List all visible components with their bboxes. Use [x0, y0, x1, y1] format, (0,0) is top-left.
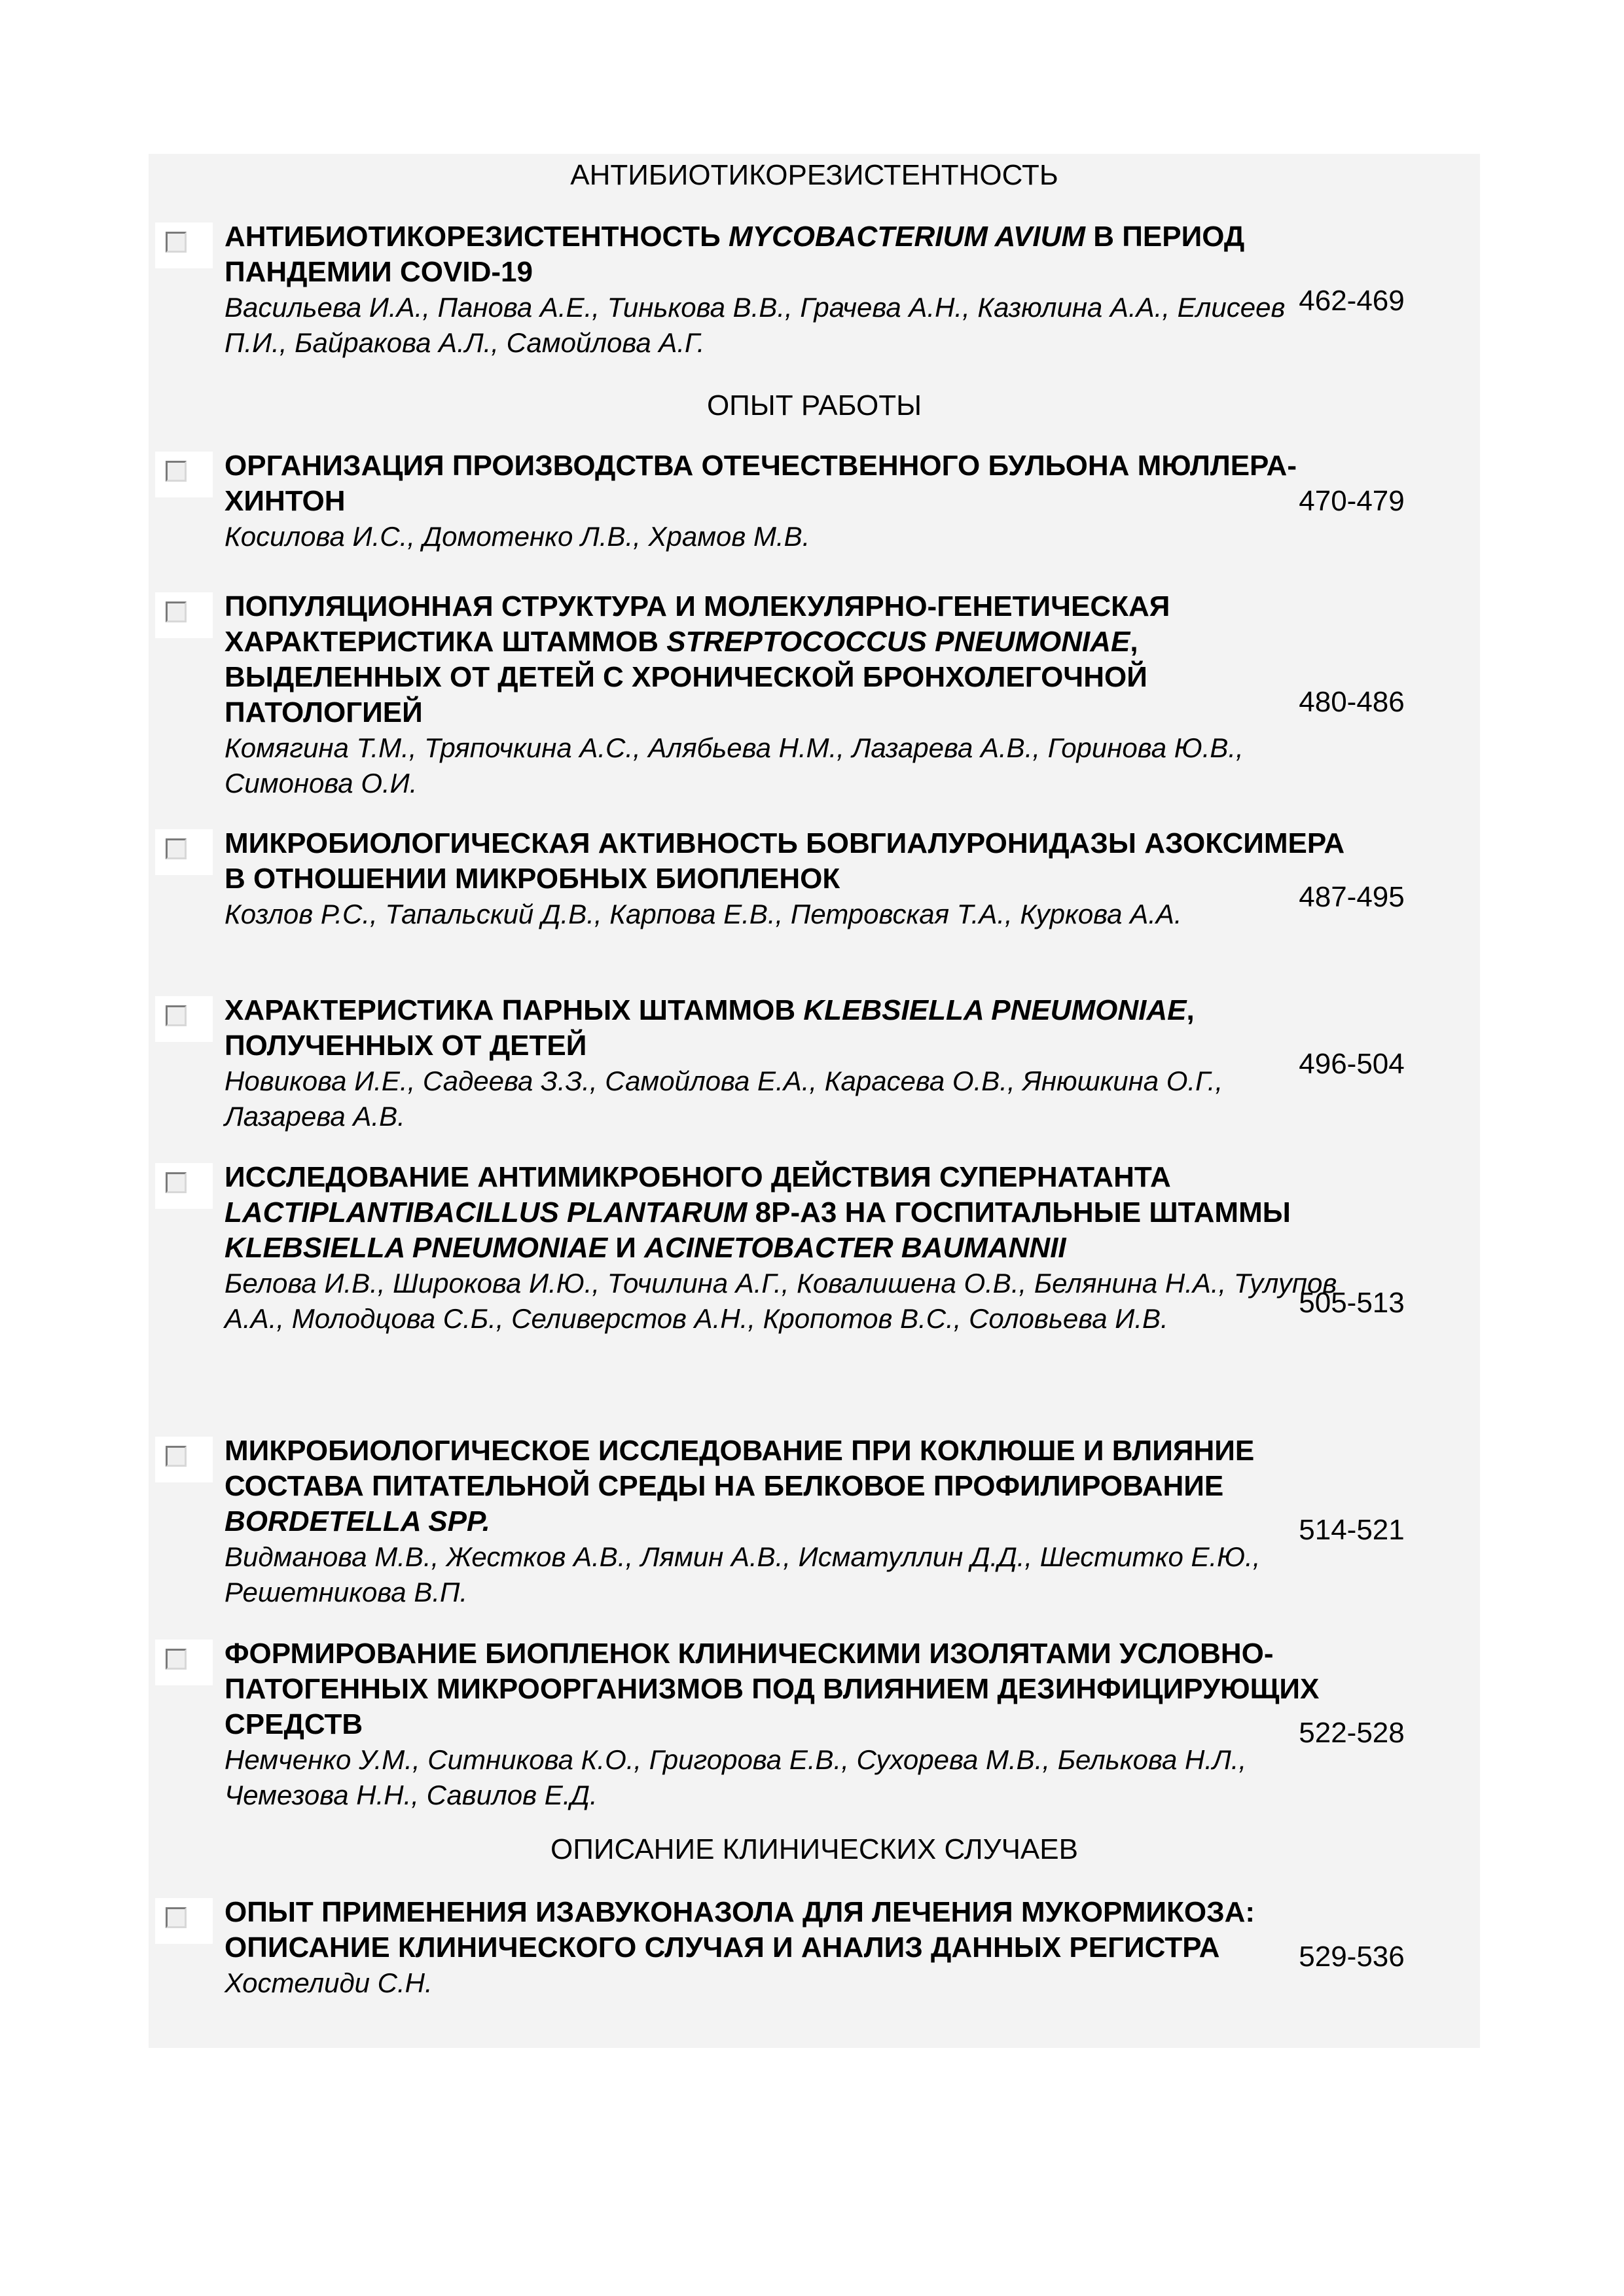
- article-title[interactable]: ОРГАНИЗАЦИЯ ПРОИЗВОДСТВА ОТЕЧЕСТВЕННОГО БУЛЬОНА МЮЛЛЕРА-ХИНТОН: [225, 450, 1297, 517]
- article-checkbox[interactable]: [155, 1437, 213, 1482]
- article-authors: Белова И.В., Широкова И.Ю., Точилина А.Г., Ковалишена О.В., Белянина Н.А., Тулупов А.А., Молодцова С.Б., Селиверстов А.Н., Кропотов В.С., Соловьева И.В.: [225, 1268, 1337, 1334]
- article-checkbox[interactable]: [155, 452, 213, 497]
- checkbox-icon: [166, 1446, 187, 1467]
- article-pages: 480-486: [1299, 686, 1405, 718]
- checkbox-icon: [166, 1005, 187, 1026]
- checkbox-icon: [166, 838, 187, 859]
- article-authors: Комягина Т.М., Тряпочкина А.С., Алябьева Н.М., Лазарева А.В., Горинова Ю.В., Симонова О.И.: [225, 732, 1244, 798]
- article-authors: Хостелиди С.Н.: [225, 1967, 433, 1998]
- article-checkbox[interactable]: [155, 1640, 213, 1685]
- article-pages: 522-528: [1299, 1717, 1405, 1749]
- article-authors: Васильева И.А., Панова А.Е., Тинькова В.В., Грачева А.Н., Казюлина А.А., Елисеев П.И., Байракова А.Л., Самойлова А.Г.: [225, 292, 1286, 358]
- checkbox-icon: [166, 601, 187, 622]
- article-authors: Немченко У.М., Ситникова К.О., Григорова Е.В., Сухорева М.В., Белькова Н.Л., Чемезова Н.Н., Савилов Е.Д.: [225, 1744, 1247, 1810]
- section-heading: ОПИСАНИЕ КЛИНИЧЕСКИХ СЛУЧАЕВ: [550, 1833, 1078, 1865]
- article-pages: 496-504: [1299, 1048, 1405, 1080]
- article-authors: Видманова М.В., Жестков А.В., Лямин А.В., Исматуллин Д.Д., Шеститко Е.Ю., Решетникова В.П.: [225, 1541, 1261, 1607]
- article-authors: Новикова И.Е., Садеева З.З., Самойлова Е.А., Карасева О.В., Янюшкина О.Г., Лазарева А.В.: [225, 1066, 1223, 1132]
- article-pages: 505-513: [1299, 1287, 1405, 1319]
- article-pages: 529-536: [1299, 1941, 1405, 1973]
- checkbox-icon: [166, 1907, 187, 1928]
- checkbox-icon: [166, 1649, 187, 1670]
- article-title[interactable]: ФОРМИРОВАНИЕ БИОПЛЕНОК КЛИНИЧЕСКИМИ ИЗОЛЯТАМИ УСЛОВНО-ПАТОГЕННЫХ МИКРООРГАНИЗМОВ ПОД ВЛИЯНИЕМ ДЕЗИНФИЦИРУЮЩИХ СРЕДСТВ: [225, 1638, 1320, 1740]
- article-title[interactable]: ИССЛЕДОВАНИЕ АНТИМИКРОБНОГО ДЕЙСТВИЯ СУПЕРНАТАНТА LACTIPLANTIBACILLUS PLANTARUM 8Р-А3 НА ГОСПИТАЛЬНЫЕ ШТАММЫ KLEBSIELLA PNEUMONIAE И ACINETOBACTER BAUMANNII: [225, 1161, 1291, 1264]
- article-checkbox[interactable]: [155, 223, 213, 268]
- article-pages: 514-521: [1299, 1514, 1405, 1546]
- article-checkbox[interactable]: [155, 829, 213, 875]
- table-of-contents: [149, 154, 1480, 2048]
- article-title[interactable]: МИКРОБИОЛОГИЧЕСКАЯ АКТИВНОСТЬ БОВГИАЛУРОНИДАЗЫ АЗОКСИМЕРА В ОТНОШЕНИИ МИКРОБНЫХ БИОПЛЕНОК: [225, 827, 1345, 895]
- article-checkbox[interactable]: [155, 1898, 213, 1944]
- article-title[interactable]: ОПЫТ ПРИМЕНЕНИЯ ИЗАВУКОНАЗОЛА ДЛЯ ЛЕЧЕНИЯ МУКОРМИКОЗА: ОПИСАНИЕ КЛИНИЧЕСКОГО СЛУЧАЯ И АНАЛИЗ ДАННЫХ РЕГИСТРА: [225, 1896, 1255, 1964]
- article-authors: Козлов Р.С., Тапальский Д.В., Карпова Е.В., Петровская Т.А., Куркова А.А.: [225, 899, 1182, 929]
- article-pages: 470-479: [1299, 485, 1405, 517]
- article-checkbox[interactable]: [155, 592, 213, 638]
- article-authors: Косилова И.С., Домотенко Л.В., Храмов М.В.: [225, 521, 810, 552]
- section-heading: АНТИБИОТИКОРЕЗИСТЕНТНОСТЬ: [570, 159, 1058, 191]
- article-title[interactable]: ХАРАКТЕРИСТИКА ПАРНЫХ ШТАММОВ KLEBSIELLA PNEUMONIAE, ПОЛУЧЕННЫХ ОТ ДЕТЕЙ: [225, 994, 1195, 1062]
- section-heading: ОПЫТ РАБОТЫ: [706, 389, 922, 422]
- article-title[interactable]: АНТИБИОТИКОРЕЗИСТЕНТНОСТЬ MYCOBACTERIUM AVIUM В ПЕРИОД ПАНДЕМИИ COVID-19: [225, 221, 1245, 288]
- article-title[interactable]: МИКРОБИОЛОГИЧЕСКОЕ ИССЛЕДОВАНИЕ ПРИ КОКЛЮШЕ И ВЛИЯНИЕ СОСТАВА ПИТАТЕЛЬНОЙ СРЕДЫ НА БЕЛКОВОЕ ПРОФИЛИРОВАНИЕ BORDETELLA SPP.: [225, 1435, 1255, 1537]
- article-checkbox[interactable]: [155, 1163, 213, 1209]
- article-pages: 487-495: [1299, 881, 1405, 913]
- checkbox-icon: [166, 1172, 187, 1193]
- checkbox-icon: [166, 461, 187, 482]
- article-pages: 462-469: [1299, 285, 1405, 317]
- checkbox-icon: [166, 232, 187, 253]
- article-checkbox[interactable]: [155, 996, 213, 1042]
- article-title[interactable]: ПОПУЛЯЦИОННАЯ СТРУКТУРА И МОЛЕКУЛЯРНО-ГЕНЕТИЧЕСКАЯ ХАРАКТЕРИСТИКА ШТАММОВ STREPTOCOCCUS PNEUMONIAE, ВЫДЕЛЕННЫХ ОТ ДЕТЕЙ С ХРОНИЧЕСКОЙ БРОНХОЛЕГОЧНОЙ ПАТОЛОГИЕЙ: [225, 590, 1170, 728]
